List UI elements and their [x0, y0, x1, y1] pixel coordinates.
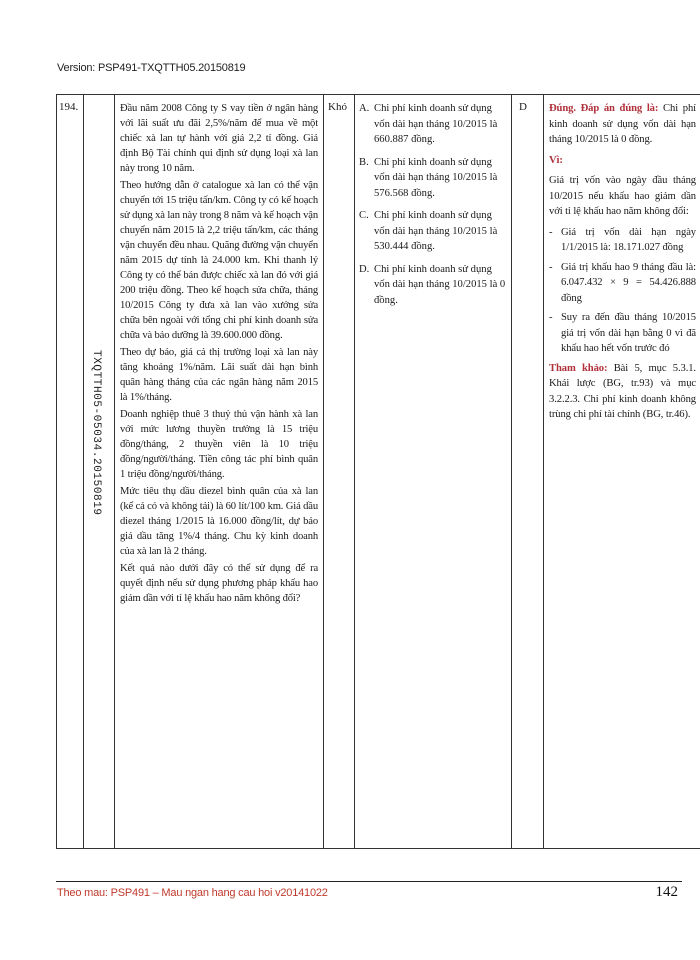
option-letter: A. — [359, 103, 370, 114]
footer-template-label: Theo mau: PSP491 – Mau ngan hang cau hoi v20141022 — [57, 887, 328, 899]
why-label: Vì: — [549, 154, 563, 166]
option-letter: C. — [359, 210, 369, 221]
question-paragraph: Mức tiêu thụ dầu diezel bình quân của xà lan (kể cả có và không tải) là 60 lít/100 km. Giá dầu diezel tháng 1/2015 là 16.000 đồng/lít, dự báo giá dầu tăng 1%/4 tháng. Chu kỳ kinh doanh của xà lan là 2 tháng. — [120, 486, 318, 557]
dash: - — [549, 312, 553, 323]
table-row — [57, 95, 700, 849]
option-d — [359, 262, 506, 309]
bullet-text: Giá trị khấu hao 9 tháng đầu là: 6.047.432 × 9 = 54.426.888 đồng — [561, 261, 696, 304]
version-label: Version: PSP491-TXQTTH05.20150819 — [57, 62, 246, 74]
dash: - — [549, 226, 553, 238]
correct-answer-line — [549, 101, 696, 148]
options-cell — [355, 95, 512, 849]
option-c — [359, 208, 506, 255]
option-letter: B. — [359, 156, 369, 168]
bullet-text: Suy ra đến đầu tháng 10/2015 giá trị vốn dài hạn bằng 0 vì đã khấu hao hết vốn trước đó — [561, 312, 696, 354]
explanation-cell — [544, 95, 700, 849]
list-item — [549, 225, 696, 256]
correct-label: Đúng. Đáp án đúng là: — [549, 103, 659, 114]
question-paragraph: Theo hướng dẫn ở catalogue xà lan có thể vận chuyển tới 15 triệu tấn/km. Công ty có kế hoạch sử dụng xà lan này trong 8 năm và kế hoạch vận chuyển năm 2015 là 2,2 triệu tấn/km, các tháng vận chuyển đều nhau. Quãng đường vận chuyển năm 2015 dự tính là 24.000 km. Khi thanh lý Công ty có thể bán được chiếc xà lan đó với giá 200 triệu đồng. Theo kế hoạch sửa chữa, tháng 10/2015 Công ty đưa xà lan vào xưởng sửa chữa bên ngoài với tổng chi phí kinh doanh sửa chữa và bảo dưỡng là 39.600.000 đồng. — [120, 180, 319, 341]
reference-line — [549, 361, 696, 423]
question-code: TXQTTH05-05034.20150819 — [90, 350, 102, 516]
question-code-cell — [84, 95, 115, 849]
option-b — [359, 155, 506, 202]
reference-text: Bài 5, mục 5.3.1. Khái lược (BG, tr.93) và mục 3.2.2.3. Chi phí kinh doanh không trùng chi phí tài chính (BG, tr.46). — [549, 362, 696, 420]
question-table — [56, 94, 700, 849]
option-text: Chi phí kinh doanh sử dụng vốn dài hạn tháng 10/2015 là 576.568 đồng. — [374, 156, 498, 199]
dash: - — [549, 261, 553, 273]
answer-letter: D — [512, 95, 544, 849]
list-item — [549, 260, 696, 307]
question-paragraph: Theo dự báo, giá cả thị trường loại xà lan này tăng khoảng 1%/năm. Lãi suất dài hạn bình quân hàng tháng của các ngân hàng năm 2015 là 1%/tháng. — [120, 347, 318, 403]
option-a — [359, 101, 506, 148]
reference-label: Tham khảo: — [549, 362, 608, 374]
question-paragraph: Kết quả nào dưới đây có thể sử dụng để ra quyết định nếu sử dụng phương pháp khấu hao giảm dần với tỉ lệ khấu hao năm không đổi? — [120, 563, 318, 604]
question-number: 194. — [57, 95, 84, 849]
option-text: Chi phí kinh doanh sử dụng vốn dài hạn tháng 10/2015 là 660.887 đồng. — [374, 103, 498, 145]
option-letter: D. — [359, 263, 370, 275]
option-text: Chi phí kinh doanh sử dụng vốn dài hạn tháng 10/2015 là 0 đồng. — [374, 263, 506, 306]
footer-divider — [56, 881, 682, 882]
why-text: Giá trị vốn vào ngày đầu tháng 10/2015 nếu khấu hao giảm dần với tỉ lệ khấu hao năm không đổi: — [549, 175, 696, 217]
question-cell — [115, 95, 324, 849]
correct-text: Chi phí kinh doanh sử dụng vốn dài hạn tháng 10/2015 là 0 đồng. — [549, 103, 696, 145]
list-item — [549, 310, 696, 357]
bullet-text: Giá trị vốn dài hạn ngày 1/1/2015 là: 18.171.027 đồng — [561, 226, 696, 253]
question-paragraph: Đầu năm 2008 Công ty S vay tiền ở ngân hàng với lãi suất ưu đãi 2,5%/năm để mua về một chiếc xà lan tự hành với giá 2,2 tỉ đồng. Giả định Bộ Tài chính qui định sử dụng loại xà lan này trong 10 năm. — [120, 103, 318, 174]
option-text: Chi phí kinh doanh sử dụng vốn dài hạn tháng 10/2015 là 530.444 đồng. — [374, 210, 498, 252]
question-paragraph: Doanh nghiệp thuê 3 thuỷ thủ vận hành xà lan với mức lương thuyền trưởng là 15 triệu đồng/tháng, 2 thuyền viên là 10 triệu đồng/người/tháng. Tiền công tác phí bình quân 1 triệu đồng/người/tháng. — [120, 409, 318, 480]
page-number: 142 — [655, 884, 678, 900]
difficulty-level: Khó — [324, 95, 355, 849]
